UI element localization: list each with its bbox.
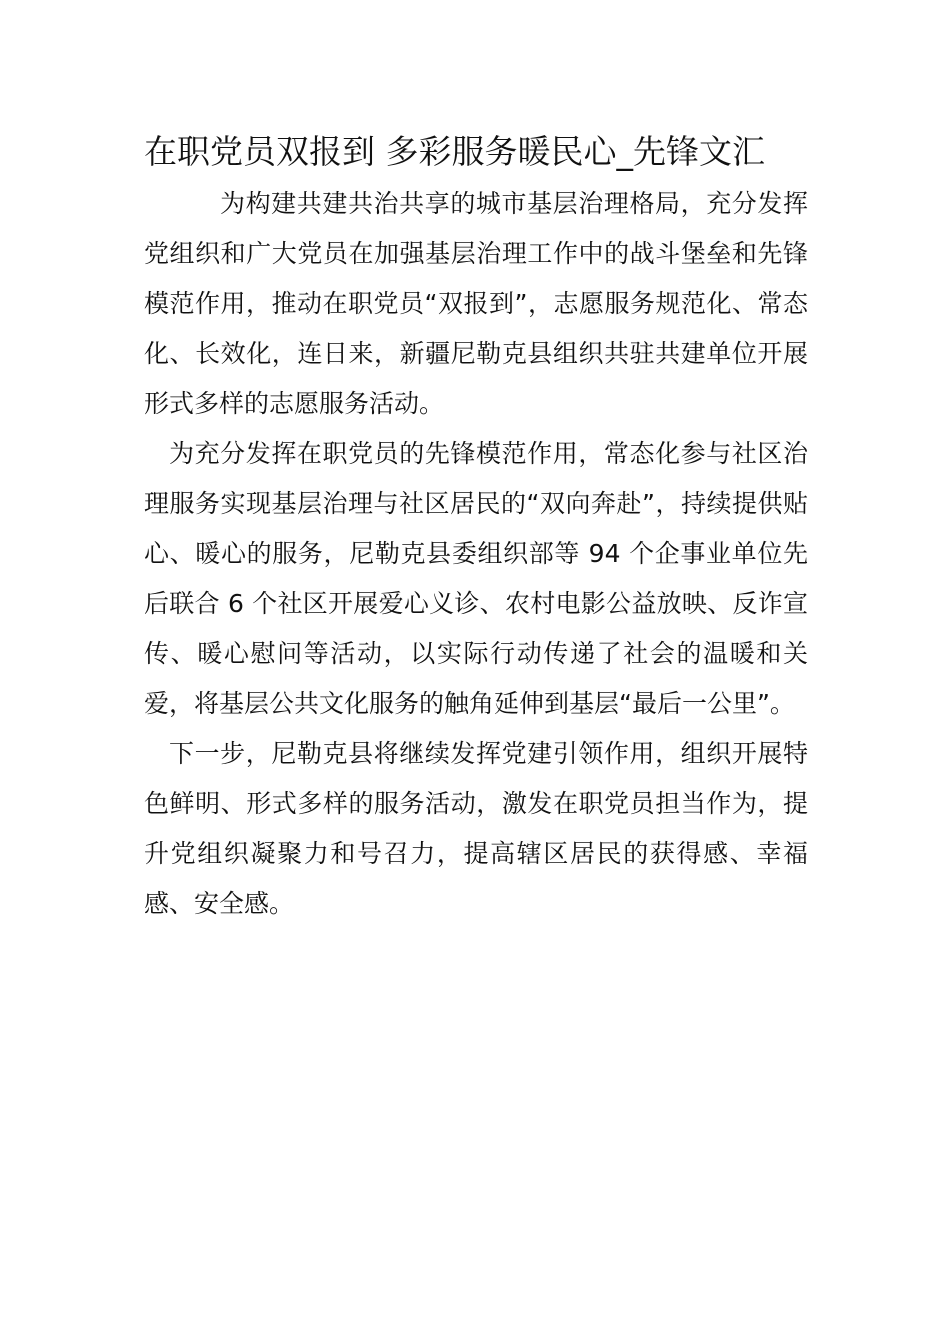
paragraph-next-steps: 下一步，尼勒克县将继续发挥党建引领作用，组织开展特色鲜明、形式多样的服务活动，激发在职党员担当作为，提升党组织凝聚力和号召力，提高辖区居民的获得感、幸福感、安全感。 — [144, 739, 808, 918]
paragraph-activities: 为充分发挥在职党员的先锋模范作用，常态化参与社区治理服务实现基层治理与社区居民的“双向奔赴”，持续提供贴心、暖心的服务，尼勒克县委组织部等 94 个企事业单位先后联合 6 个社区开展爱心义诊、农村电影公益放映、反诈宣传、暖心慰问等活动，以实际行动传递了社会的温暖和关爱，将基层公共文化服务的触角延伸到基层“最后一公里”。 — [144, 439, 808, 718]
paragraph-intro: 为构建共建共治共享的城市基层治理格局，充分发挥党组织和广大党员在加强基层治理工作中的战斗堡垒和先锋模范作用，推动在职党员“双报到”，志愿服务规范化、常态化、长效化，连日来，新疆尼勒克县组织共驻共建单位开展形式多样的志愿服务活动。 — [144, 189, 808, 418]
document-title: 在职党员双报到 多彩服务暖民心_先锋文汇 — [144, 132, 765, 171]
document-body — [144, 126, 808, 929]
